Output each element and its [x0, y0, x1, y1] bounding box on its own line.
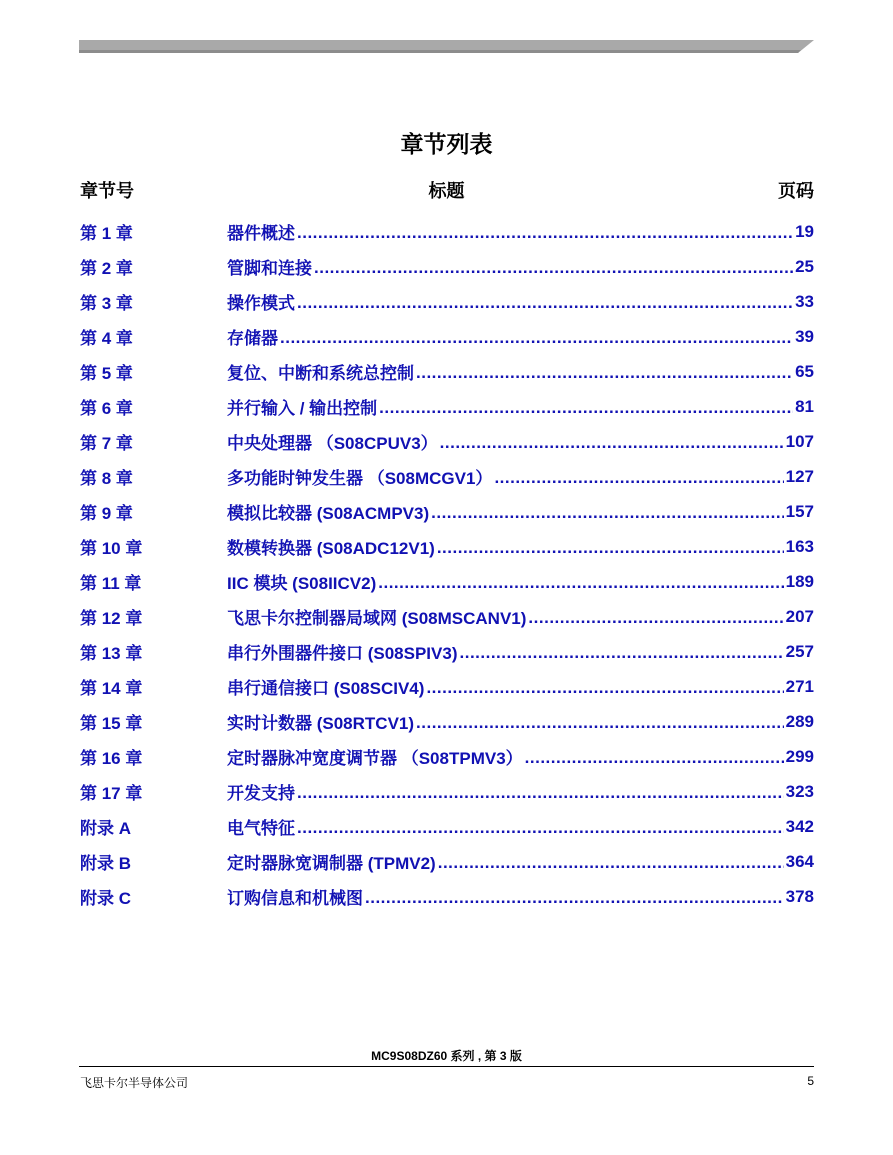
chapter-number[interactable]: 第 7 章 — [80, 434, 133, 453]
dot-leader — [297, 783, 784, 803]
toc-row[interactable] — [80, 844, 814, 879]
chapter-title[interactable]: 模拟比较器 (S08ACMPV3) — [227, 504, 430, 523]
dot-leader — [528, 608, 783, 628]
page-number-footer: 5 — [807, 1074, 814, 1088]
company-name: 飞思卡尔半导体公司 — [80, 1076, 189, 1090]
column-header-chapter: 章节号 — [80, 181, 134, 201]
dot-leader — [460, 643, 784, 663]
dot-leader — [297, 818, 784, 838]
toc-row[interactable] — [80, 389, 814, 424]
chapter-number[interactable]: 附录 C — [80, 889, 131, 908]
toc-row[interactable] — [80, 669, 814, 704]
toc-row[interactable] — [80, 494, 814, 529]
chapter-title[interactable]: 定时器脉宽调制器 (TPMV2) — [227, 854, 436, 873]
dot-leader — [378, 573, 783, 593]
chapter-number[interactable]: 第 14 章 — [80, 679, 143, 698]
header-bar-shade — [79, 50, 801, 53]
toc-row[interactable] — [80, 564, 814, 599]
dot-leader — [437, 538, 784, 558]
dot-leader — [314, 258, 793, 278]
toc-row[interactable] — [80, 424, 814, 459]
chapter-number[interactable]: 第 5 章 — [80, 364, 133, 383]
toc-row[interactable] — [80, 284, 814, 319]
chapter-number[interactable]: 第 9 章 — [80, 504, 133, 523]
page-number[interactable]: 163 — [785, 536, 814, 556]
chapter-number[interactable]: 第 1 章 — [80, 224, 133, 243]
footer-divider — [79, 1066, 814, 1067]
toc-row[interactable] — [80, 809, 814, 844]
dot-leader — [365, 888, 784, 908]
table-of-contents — [80, 214, 814, 914]
header-bar — [79, 40, 814, 53]
page-number[interactable]: 25 — [795, 256, 814, 276]
document-identifier: MC9S08DZ60 系列 , 第 3 版 — [371, 1049, 522, 1063]
dot-leader — [297, 293, 793, 313]
chapter-title[interactable]: 中央处理器 （S08CPUV3） — [227, 434, 438, 453]
chapter-number[interactable]: 附录 B — [80, 854, 131, 873]
dot-leader — [416, 363, 793, 383]
dot-leader — [416, 713, 784, 733]
toc-row[interactable] — [80, 214, 814, 249]
toc-row[interactable] — [80, 459, 814, 494]
dot-leader — [438, 853, 784, 873]
dot-leader — [297, 223, 793, 243]
dot-leader — [280, 328, 793, 348]
page-number[interactable]: 157 — [785, 501, 814, 521]
chapter-number[interactable]: 附录 A — [80, 819, 131, 838]
page-number[interactable]: 257 — [785, 641, 814, 661]
chapter-title[interactable]: 开发支持 — [227, 784, 295, 803]
page-number[interactable]: 127 — [785, 466, 814, 486]
chapter-title[interactable]: 管脚和连接 — [227, 259, 312, 278]
chapter-title[interactable]: 订购信息和机械图 — [227, 889, 363, 908]
page-title: 章节列表 — [400, 131, 493, 157]
dot-leader — [426, 678, 783, 698]
page-number[interactable]: 299 — [785, 746, 814, 766]
toc-row[interactable] — [80, 634, 814, 669]
chapter-title[interactable]: 存储器 — [227, 329, 278, 348]
toc-row[interactable] — [80, 249, 814, 284]
chapter-number[interactable]: 第 4 章 — [80, 329, 133, 348]
chapter-title[interactable]: 飞思卡尔控制器局域网 (S08MSCANV1) — [227, 609, 527, 628]
chapter-title[interactable]: 操作模式 — [227, 294, 295, 313]
page-number[interactable]: 107 — [785, 431, 814, 451]
page-number[interactable]: 39 — [795, 326, 814, 346]
chapter-number[interactable]: 第 15 章 — [80, 714, 143, 733]
page-number[interactable]: 364 — [785, 851, 814, 871]
chapter-number[interactable]: 第 2 章 — [80, 259, 133, 278]
chapter-title[interactable]: 串行外围器件接口 (S08SPIV3) — [227, 644, 458, 663]
chapter-title[interactable]: 电气特征 — [227, 819, 295, 838]
chapter-title[interactable]: 多功能时钟发生器 （S08MCGV1） — [227, 469, 493, 488]
chapter-title[interactable]: 定时器脉冲宽度调节器 （S08TPMV3） — [227, 749, 523, 768]
page-number[interactable]: 207 — [785, 606, 814, 626]
chapter-title[interactable]: 并行输入 / 输出控制 — [227, 399, 378, 418]
page-number[interactable]: 342 — [785, 816, 814, 836]
toc-row[interactable] — [80, 739, 814, 774]
toc-row[interactable] — [80, 354, 814, 389]
page-number[interactable]: 189 — [785, 571, 814, 591]
page-number[interactable]: 65 — [795, 361, 814, 381]
toc-row[interactable] — [80, 319, 814, 354]
page-number[interactable]: 378 — [785, 886, 814, 906]
toc-row[interactable] — [80, 774, 814, 809]
toc-row[interactable] — [80, 529, 814, 564]
chapter-number[interactable]: 第 3 章 — [80, 294, 133, 313]
page-number[interactable]: 19 — [795, 221, 814, 241]
dot-leader — [494, 468, 783, 488]
chapter-number[interactable]: 第 16 章 — [80, 749, 143, 768]
page-number[interactable]: 81 — [795, 396, 814, 416]
column-header-title: 标题 — [428, 181, 465, 201]
dot-leader — [379, 398, 793, 418]
chapter-number[interactable]: 第 13 章 — [80, 644, 143, 663]
chapter-title[interactable]: 实时计数器 (S08RTCV1) — [227, 714, 415, 733]
dot-leader — [431, 503, 783, 523]
dot-leader — [440, 433, 784, 453]
chapter-title[interactable]: 复位、中断和系统总控制 — [227, 364, 414, 383]
page-number[interactable]: 323 — [785, 781, 814, 801]
chapter-number[interactable]: 第 8 章 — [80, 469, 133, 488]
page-number[interactable]: 289 — [785, 711, 814, 731]
toc-row[interactable] — [80, 599, 814, 634]
chapter-title[interactable]: 器件概述 — [227, 224, 295, 243]
toc-row[interactable] — [80, 879, 814, 914]
chapter-number[interactable]: 第 10 章 — [80, 539, 143, 558]
chapter-number[interactable]: 第 11 章 — [80, 574, 142, 593]
chapter-number[interactable]: 第 6 章 — [80, 399, 133, 418]
page-number[interactable]: 33 — [795, 291, 814, 311]
chapter-title[interactable]: 数模转换器 (S08ADC12V1) — [227, 539, 435, 558]
page-number[interactable]: 271 — [785, 676, 814, 696]
column-header-page: 页码 — [778, 181, 814, 201]
chapter-title[interactable]: IIC 模块 (S08IICV2) — [227, 574, 377, 593]
chapter-title[interactable]: 串行通信接口 (S08SCIV4) — [227, 679, 425, 698]
chapter-number[interactable]: 第 12 章 — [80, 609, 143, 628]
chapter-number[interactable]: 第 17 章 — [80, 784, 143, 803]
toc-row[interactable] — [80, 704, 814, 739]
dot-leader — [525, 748, 784, 768]
